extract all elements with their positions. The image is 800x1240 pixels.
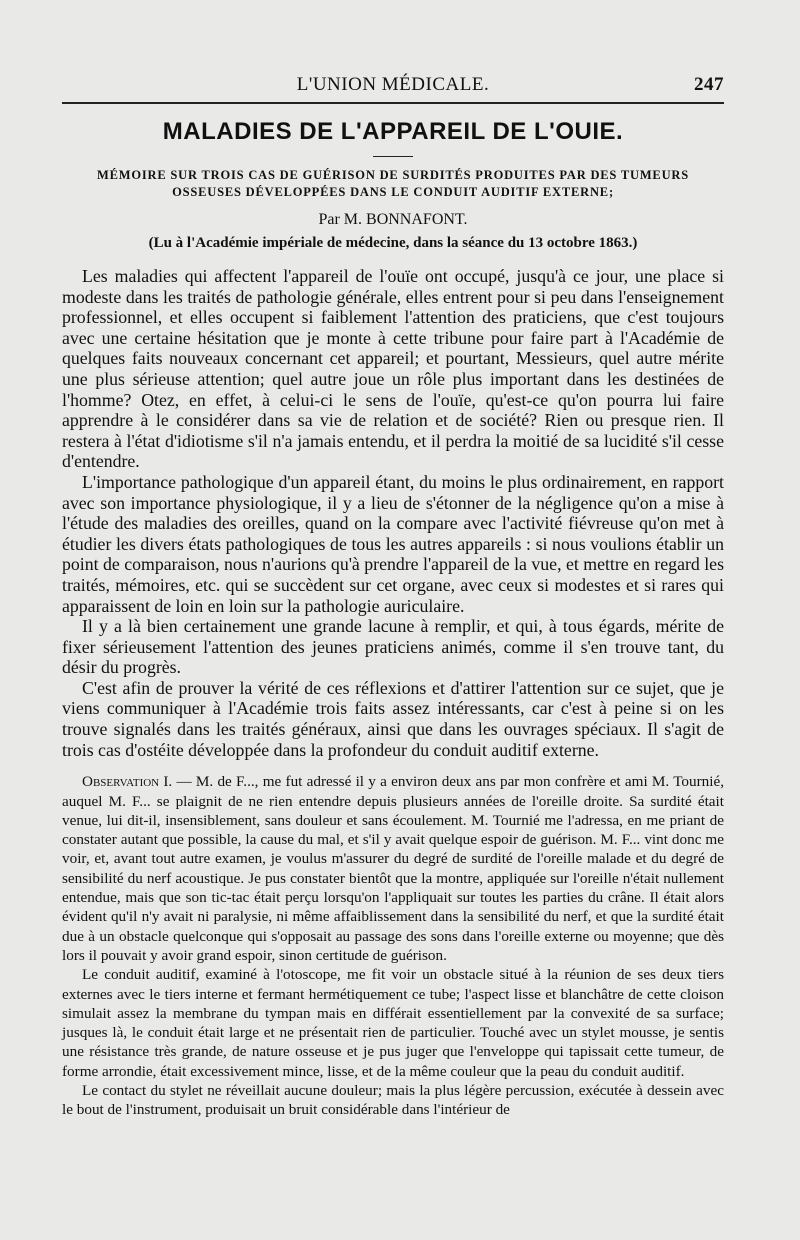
observation-paragraph: Le contact du stylet ne réveillait aucune douleur; mais la plus légère percussion, exécutée à dessein avec le bout de l'instrument, produisait un bruit considérable dans l'intérieur de [62, 1082, 724, 1119]
section-title: MALADIES DE L'APPAREIL DE L'OUIE. [162, 118, 624, 145]
body-paragraph: Il y a là bien certainement une grande lacune à remplir, et qui, à tous égards, mérite de fixer sérieusement l'attention des jeunes praticiens animés, comme il s'en trouve tant, du désir du progrès. [62, 616, 724, 678]
running-title: L'UNION MÉDICALE. [296, 74, 490, 95]
header-rule [62, 102, 724, 104]
observation-heading: Observation I. [82, 773, 173, 791]
body-paragraph: Les maladies qui affectent l'appareil de l'ouïe ont occupé, jusqu'à ce jour, une place si modeste dans les traités de pathologie générale, elles entrent pour si peu dans l'enseignement professionnel, et elles occupent si faiblement l'attention des praticiens, que c'est toujours avec une certaine hésitation que je monte à cette tribune pour faire part à l'Académie de quelques faits nouveaux concernant cet appareil; et pourtant, Messieurs, quel autre mérite une plus sérieuse attention; quel autre joue un rôle plus important dans les destinées de l'homme? Otez, en effet, à celui-ci le sens de l'ouïe, qu'est-ce qu'on pourra lui faire apprendre à le considérer dans sa vie de relation et de société? Rien ou presque rien. Il restera à l'état d'idiotisme s'il n'a jamais entendu, et il perdra la moitié de sa lucidité s'il cesse d'entendre. [62, 266, 724, 472]
running-head [62, 68, 724, 98]
page-number: 247 [694, 74, 724, 95]
read-note: (Lu à l'Académie impériale de médecine, dans la séance du 13 octobre 1863.) [148, 235, 638, 251]
observation-paragraph: Le conduit auditif, examiné à l'otoscope, me fit voir un obstacle situé à la réunion de ses deux tiers externes avec le tiers interne et fermant hermétiquement ce tube; l'aspect lisse et blanchâtre de cette cloison simulait assez la membrane du tympan mais en différait essentiellement par la convexité de sa surface; jusques là, le conduit était large et ne présentait rien de particulier. Touché avec un stylet mousse, je sentis une résistance très grande, de nature osseuse et je pus juger que l'enveloppe qui tapissait cette tumeur, de forme arrondie, était excessivement mince, lisse, et de la même couleur que la peau du conduit auditif. [62, 966, 724, 1080]
body-paragraph: L'importance pathologique d'un appareil étant, du moins le plus ordinairement, en rapport avec son importance physiologique, il y a lieu de s'étonner de la négligence qu'on a mise à l'étude des maladies des oreilles, quand on la compare avec l'activité fiévreuse qu'on met à étudier les divers états pathologiques de tous les autres appareils : si nous voulions établir un point de comparaison, nous n'aurions qu'à prendre l'appareil de la vue, et mettre en regard les traités, mémoires, etc. qui se succèdent sur cet organe, avec ceux si modestes et si rares qui apparaissent de loin en loin sur la pathologie auriculaire. [62, 471, 724, 616]
memoir-title: MÉMOIRE SUR TROIS CAS DE GUÉRISON DE SURDITÉS PRODUITES PAR DES TUMEURS OSSEUSES DÉVELOPPÉES DANS LE CONDUIT AUDITIF EXTERNE; [97, 168, 689, 199]
observation-paragraph [62, 772, 724, 965]
body-paragraph: C'est afin de prouver la vérité de ces réflexions et d'attirer l'attention sur ce sujet, que je viens communiquer à l'Académie trois faits assez intéressants, car c'est à peine si on les trouve signalés dans les traités généraux, ainsi que dans les ouvrages spéciaux. Il s'agit de trois cas d'ostéite développée dans la profondeur du conduit auditif externe. [62, 677, 724, 760]
title-divider [373, 156, 413, 157]
observation-text: — M. de F..., me fut adressé il y a environ deux ans par mon confrère et ami M. Tournié, auquel M. F... se plaignit de ne rien entendre depuis plusieurs années de l'oreille droite. Sa surdité était venue, lui dit-il, insensiblement, sans douleur et sans écoulement. M. Tournié me l'adressa, en me priant de constater autant que possible, la cause du mal, et s'il y avait quelque espoir de guérison. M. F... vint donc me voir, et, avant tout autre examen, je voulus m'assurer du degré de surdité de l'oreille malade et du degré de sensibilité du nerf acoustique. Je pus constater bientôt que la montre, appliquée sur l'oreille n'était nullement entendue, mais que son tic-tac était perçu lorsqu'on l'appliquait sur toutes les parties du crâne. Il était alors évident qu'il n'y avait ni paralysie, ni même affaiblissement dans la sensibilité du nerf, et que la surdité était due à un obstacle quelconque qui s'opposait au passage des sons dans l'oreille externe ou moyenne; que dès lors il pouvait y avoir grand espoir, sinon certitude de guérison. [62, 773, 725, 964]
author-line: Par M. BONNAFONT. [318, 211, 468, 228]
